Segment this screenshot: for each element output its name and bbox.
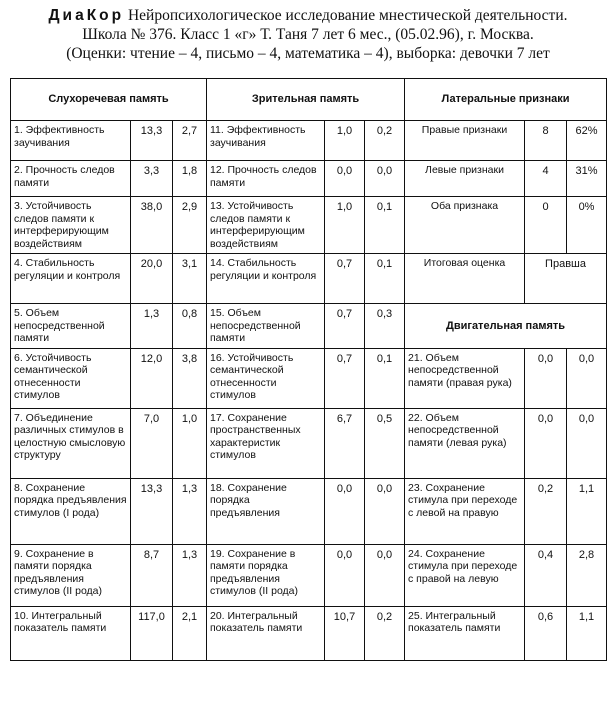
visual-label: 15. Объем непосредственной памяти [207, 304, 325, 349]
visual-value-1: 10,7 [325, 606, 365, 660]
visual-value-1: 0,0 [325, 544, 365, 606]
lateral-count: 0 [525, 197, 567, 254]
visual-value-2: 0,0 [365, 161, 405, 197]
visual-value-2: 0,1 [365, 348, 405, 408]
auditory-value-1: 3,3 [131, 161, 173, 197]
auditory-value-2: 0,8 [173, 304, 207, 349]
visual-value-1: 0,0 [325, 478, 365, 544]
section-lateral: Латеральные признаки [405, 79, 607, 121]
lateral-percent: 0% [567, 197, 607, 254]
visual-label: 13. Устойчивость следов памяти к интерферирующим воздействиям [207, 197, 325, 254]
section-visual: Зрительная память [207, 79, 405, 121]
visual-label: 14. Стабильность регуляции и контроля [207, 254, 325, 304]
motor-value-2: 0,0 [567, 408, 607, 478]
auditory-value-2: 3,1 [173, 254, 207, 304]
lateral-label: Левые признаки [405, 161, 525, 197]
visual-label: 18. Сохранение порядка предъявления [207, 478, 325, 544]
motor-value-1: 0,2 [525, 478, 567, 544]
motor-label: 23. Сохранение стимула при переходе с левой на правую [405, 478, 525, 544]
visual-value-1: 1,0 [325, 197, 365, 254]
auditory-value-1: 20,0 [131, 254, 173, 304]
visual-label: 16. Устойчивость семантической отнесенности стимулов [207, 348, 325, 408]
table-row [11, 121, 607, 161]
visual-value-2: 0,3 [365, 304, 405, 349]
motor-value-1: 0,4 [525, 544, 567, 606]
visual-label: 11. Эффективность заучивания [207, 121, 325, 161]
final-label: Итоговая оценка [405, 254, 525, 304]
lateral-percent: 62% [567, 121, 607, 161]
table-row [11, 304, 607, 349]
auditory-label: 4. Стабильность регуляции и контроля [11, 254, 131, 304]
auditory-label: 9. Сохранение в памяти порядка предъявления стимулов (II рода) [11, 544, 131, 606]
visual-value-2: 0,1 [365, 254, 405, 304]
final-value: Правша [525, 254, 607, 304]
lateral-count: 4 [525, 161, 567, 197]
auditory-value-1: 13,3 [131, 478, 173, 544]
motor-value-1: 0,0 [525, 348, 567, 408]
table-row [11, 254, 607, 304]
section-motor: Двигательная память [405, 304, 607, 349]
header-line-3: (Оценки: чтение – 4, письмо – 4, математика – 4), выборка: девочки 7 лет [66, 45, 550, 62]
auditory-value-2: 2,9 [173, 197, 207, 254]
lateral-percent: 31% [567, 161, 607, 197]
motor-label: 24. Сохранение стимула при переходе с правой на левую [405, 544, 525, 606]
auditory-value-2: 2,1 [173, 606, 207, 660]
auditory-label: 5. Объем непосредственной памяти [11, 304, 131, 349]
visual-value-1: 0,7 [325, 304, 365, 349]
lateral-count: 8 [525, 121, 567, 161]
auditory-label: 7. Объединение различных стимулов в целостную смысловую структуру [11, 408, 131, 478]
visual-value-1: 0,0 [325, 161, 365, 197]
document-header [0, 6, 616, 63]
auditory-value-2: 1,3 [173, 478, 207, 544]
table-row [11, 408, 607, 478]
visual-label: 19. Сохранение в памяти порядка предъявления стимулов (II рода) [207, 544, 325, 606]
auditory-value-1: 8,7 [131, 544, 173, 606]
visual-value-2: 0,2 [365, 606, 405, 660]
auditory-value-2: 2,7 [173, 121, 207, 161]
motor-value-2: 1,1 [567, 478, 607, 544]
motor-label: 21. Объем непосредственной памяти (правая рука) [405, 348, 525, 408]
table-row [11, 478, 607, 544]
visual-value-1: 0,7 [325, 254, 365, 304]
visual-value-1: 6,7 [325, 408, 365, 478]
auditory-label: 6. Устойчивость семантической отнесенности стимулов [11, 348, 131, 408]
auditory-value-1: 12,0 [131, 348, 173, 408]
table-row [11, 161, 607, 197]
motor-label: 22. Объем непосредственной памяти (левая рука) [405, 408, 525, 478]
header-title: Нейропсихологическое исследование мнестической деятельности. [127, 7, 568, 24]
table-row [11, 606, 607, 660]
visual-value-2: 0,2 [365, 121, 405, 161]
auditory-value-1: 38,0 [131, 197, 173, 254]
lateral-label: Правые признаки [405, 121, 525, 161]
visual-label: 12. Прочность следов памяти [207, 161, 325, 197]
auditory-value-1: 13,3 [131, 121, 173, 161]
motor-value-2: 2,8 [567, 544, 607, 606]
visual-value-2: 0,1 [365, 197, 405, 254]
motor-label: 25. Интегральный показатель памяти [405, 606, 525, 660]
table-row [11, 197, 607, 254]
header-line-1 [0, 6, 616, 25]
table-row [11, 348, 607, 408]
brand-name: ДиаКор [48, 7, 125, 24]
motor-value-2: 0,0 [567, 348, 607, 408]
visual-value-1: 1,0 [325, 121, 365, 161]
section-auditory: Слухоречевая память [11, 79, 207, 121]
visual-label: 17. Сохранение пространственных характеристик стимулов [207, 408, 325, 478]
auditory-label: 10. Интегральный показатель памяти [11, 606, 131, 660]
auditory-value-2: 1,0 [173, 408, 207, 478]
auditory-label: 1. Эффективность заучивания [11, 121, 131, 161]
auditory-value-2: 3,8 [173, 348, 207, 408]
auditory-value-2: 1,3 [173, 544, 207, 606]
motor-value-1: 0,6 [525, 606, 567, 660]
table-row [11, 544, 607, 606]
auditory-label: 2. Прочность следов памяти [11, 161, 131, 197]
auditory-value-1: 1,3 [131, 304, 173, 349]
motor-value-2: 1,1 [567, 606, 607, 660]
lateral-label: Оба признака [405, 197, 525, 254]
results-table [10, 78, 607, 661]
visual-label: 20. Интегральный показатель памяти [207, 606, 325, 660]
auditory-value-2: 1,8 [173, 161, 207, 197]
motor-value-1: 0,0 [525, 408, 567, 478]
auditory-label: 3. Устойчивость следов памяти к интерферирующим воздействиям [11, 197, 131, 254]
auditory-value-1: 117,0 [131, 606, 173, 660]
visual-value-2: 0,5 [365, 408, 405, 478]
visual-value-2: 0,0 [365, 544, 405, 606]
auditory-value-1: 7,0 [131, 408, 173, 478]
header-line-2: Школа № 376. Класс 1 «г» Т. Таня 7 лет 6 мес., (05.02.96), г. Москва. [82, 26, 534, 43]
visual-value-2: 0,0 [365, 478, 405, 544]
visual-value-1: 0,7 [325, 348, 365, 408]
auditory-label: 8. Сохранение порядка предъявления стимулов (I рода) [11, 478, 131, 544]
